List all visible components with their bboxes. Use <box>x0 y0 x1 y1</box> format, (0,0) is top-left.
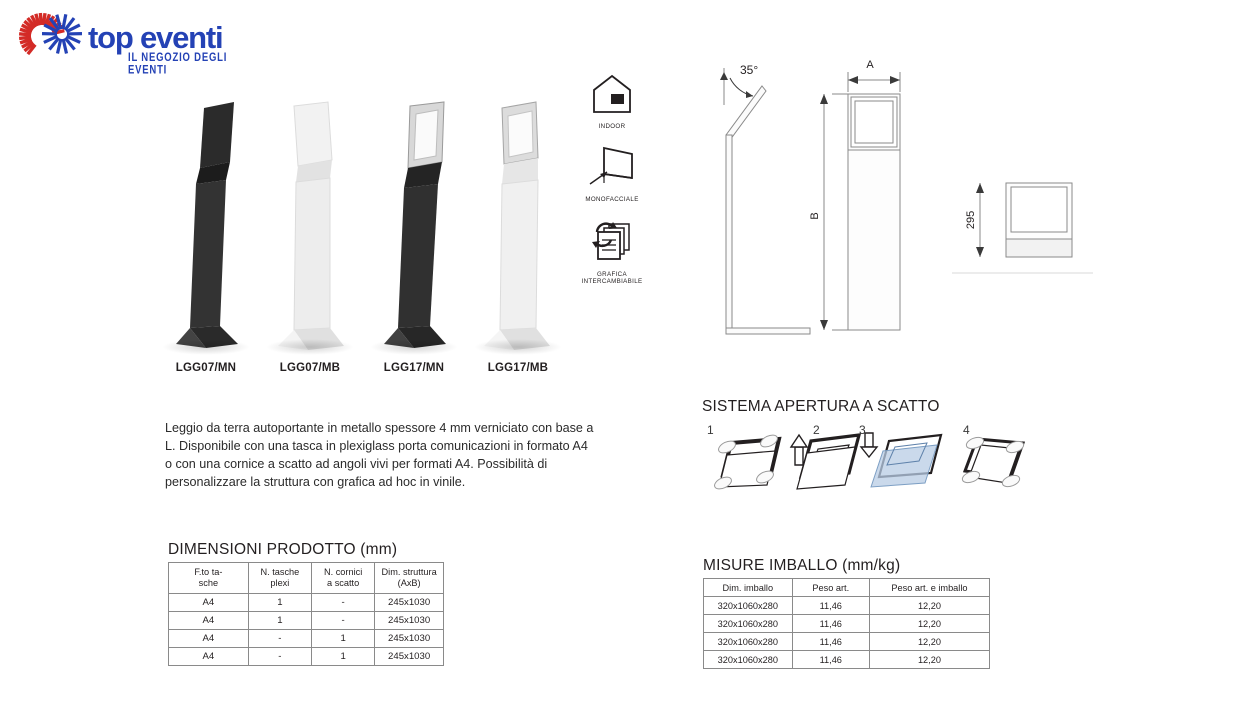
cell-formato: A4 <box>169 594 249 612</box>
table-row <box>169 630 444 648</box>
table-row <box>704 597 990 615</box>
table-row <box>704 651 990 669</box>
cell-dim: 245x1030 <box>375 612 444 630</box>
product-gallery <box>160 70 560 374</box>
apertura-step-3 <box>857 425 937 503</box>
product-code-3: LGG17/MB <box>487 362 549 374</box>
cell-peso-art: 11,46 <box>792 633 869 651</box>
technical-drawing <box>700 50 960 350</box>
logo-burst-icon <box>12 10 84 62</box>
house-icon <box>590 72 634 116</box>
single-sided-panel-icon <box>587 145 637 189</box>
product-code-2: LGG17/MN <box>383 362 445 374</box>
product-item-2 <box>368 100 460 374</box>
cell-cornici: - <box>312 612 375 630</box>
step-number-2: 2 <box>813 423 820 437</box>
height-label: B <box>809 212 821 220</box>
column-header-cornici-scatto: N. cornici a scatto <box>312 563 375 594</box>
product-item-1 <box>264 100 356 374</box>
cell-peso-art: 11,46 <box>792 651 869 669</box>
product-code-1: LGG07/MB <box>279 362 341 374</box>
apertura-section-title: SISTEMA APERTURA A SCATTO <box>702 398 940 415</box>
transparent-sheet <box>871 445 937 487</box>
cell-formato: A4 <box>169 648 249 666</box>
apertura-step-2 <box>781 425 861 503</box>
apertura-steps <box>705 425 1025 503</box>
base-detail-drawing <box>950 165 1095 285</box>
cell-peso-art: 11,46 <box>792 597 869 615</box>
cell-dim: 245x1030 <box>375 594 444 612</box>
misure-imballo-title: MISURE IMBALLO (mm/kg) <box>703 557 901 574</box>
cell-cornici: 1 <box>312 630 375 648</box>
column-header-peso-art-imballo: Peso art. e imballo <box>869 579 989 597</box>
product-shadow <box>370 339 458 355</box>
table-row <box>169 612 444 630</box>
cell-tasche: - <box>248 648 311 666</box>
product-shadow <box>266 339 354 355</box>
dimensioni-prodotto-title: DIMENSIONI PRODOTTO (mm) <box>168 541 398 558</box>
cell-dim-imballo: 320x1060x280 <box>704 597 793 615</box>
cell-dim: 245x1030 <box>375 630 444 648</box>
column-header-dim-imballo: Dim. imballo <box>704 579 793 597</box>
cell-peso-tot: 12,20 <box>869 597 989 615</box>
product-shadow <box>474 339 562 355</box>
cell-cornici: 1 <box>312 648 375 666</box>
product-item-0 <box>160 100 252 374</box>
width-label: A <box>866 59 874 71</box>
feature-indoor <box>572 72 652 131</box>
step-number-1: 1 <box>707 423 714 437</box>
product-shadow <box>162 339 250 355</box>
cell-peso-art: 11,46 <box>792 615 869 633</box>
brand-logo <box>8 8 258 77</box>
cell-tasche: - <box>248 630 311 648</box>
cell-dim-imballo: 320x1060x280 <box>704 615 793 633</box>
column-header-tasche-plexi: N. tasche plexi <box>248 563 311 594</box>
cell-dim-imballo: 320x1060x280 <box>704 633 793 651</box>
product-image-lgg17-mb <box>472 100 564 358</box>
brand-tagline: IL NEGOZIO DEGLI EVENTI <box>128 50 228 77</box>
product-image-lgg07-mn <box>160 100 252 358</box>
column-header-dim-struttura: Dim. struttura (AxB) <box>375 563 444 594</box>
column-header-peso-art: Peso art. <box>792 579 869 597</box>
brand-name: top eventi <box>88 20 223 55</box>
product-image-lgg17-mn <box>368 100 460 358</box>
interchangeable-graphics-icon <box>587 218 637 264</box>
feature-label-indoor: INDOOR <box>598 123 626 130</box>
cell-tasche: 1 <box>248 612 311 630</box>
table-row <box>704 615 990 633</box>
feature-label-grafica-line1: GRAFICA <box>597 270 627 278</box>
table-row <box>169 594 444 612</box>
feature-icons <box>572 72 652 302</box>
feature-grafica <box>572 218 652 287</box>
product-image-lgg07-mb <box>264 100 356 358</box>
step-number-4: 4 <box>963 423 970 437</box>
dimensioni-prodotto-table <box>168 562 444 666</box>
cell-cornici: - <box>312 594 375 612</box>
feature-monofacciale <box>572 145 652 204</box>
base-depth-label: 295 <box>965 210 977 230</box>
feature-label-grafica-line2: INTERCAMBIABILE <box>581 278 643 286</box>
cell-peso-tot: 12,20 <box>869 651 989 669</box>
apertura-step-4 <box>949 425 1029 503</box>
cell-peso-tot: 12,20 <box>869 633 989 651</box>
angle-label: 35° <box>740 63 759 77</box>
apertura-step-1 <box>705 425 785 503</box>
misure-imballo-table <box>703 578 990 669</box>
cell-dim: 245x1030 <box>375 648 444 666</box>
cell-peso-tot: 12,20 <box>869 615 989 633</box>
table-header-row <box>704 579 990 597</box>
product-item-3 <box>472 100 564 374</box>
cell-formato: A4 <box>169 630 249 648</box>
cell-dim-imballo: 320x1060x280 <box>704 651 793 669</box>
cell-tasche: 1 <box>248 594 311 612</box>
product-code-0: LGG07/MN <box>175 362 237 374</box>
cell-formato: A4 <box>169 612 249 630</box>
step-number-3: 3 <box>859 423 866 437</box>
feature-label-monofacciale: MONOFACCIALE <box>585 195 639 203</box>
table-header-row <box>169 563 444 594</box>
table-row <box>169 648 444 666</box>
product-description: Leggio da terra autoportante in metallo spessore 4 mm verniciato con base a L. Disponibile con una tasca in plexiglass porta comunicazioni in formato A4 o con una cornice a scatto ad angoli vivi per formati A4. Possibilità di personalizzare la struttura con grafica ad hoc in vinile. <box>165 421 594 489</box>
table-row <box>704 633 990 651</box>
column-header-formato: F.to ta- sche <box>169 563 249 594</box>
